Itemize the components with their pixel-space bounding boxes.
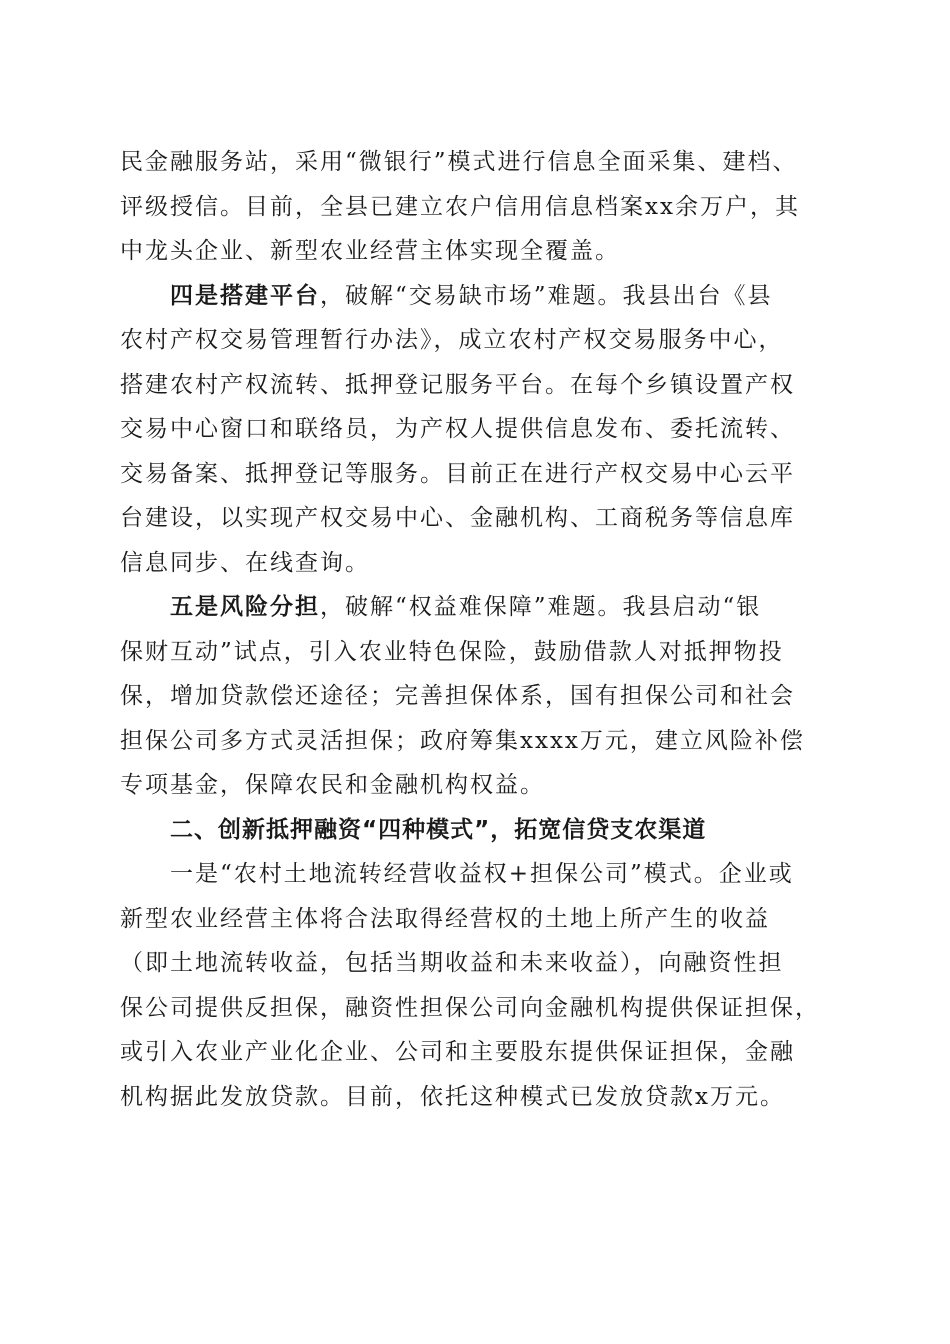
text-line: 交易中心窗口和联络员，为产权人提供信息发布、委托流转、 xyxy=(120,416,795,442)
text-line: 一是“农村土地流转经营收益权+担保公司”模式。企业或 xyxy=(170,861,794,887)
document-body xyxy=(120,140,830,1119)
text-line: 民金融服务站，采用“微银行”模式进行信息全面采集、建档、 xyxy=(120,149,798,175)
text-line xyxy=(120,274,830,319)
paragraph-2 xyxy=(120,274,830,586)
text-line: 农村产权交易管理暂行办法》，成立农村产权交易服务中心， xyxy=(120,327,784,353)
section-heading: 二、创新抵押融资“四种模式”，拓宽信贷支农渠道 xyxy=(170,816,707,843)
text-line: 或引入农业产业化企业、公司和主要股东提供保证担保，金融 xyxy=(120,1039,795,1065)
text-span: ，破解“交易缺市场”难题。我县出台《县 xyxy=(320,282,773,309)
paragraph-3 xyxy=(120,585,830,808)
text-line: 担保公司多方式灵活担保；政府筹集xxxx万元，建立风险补偿 xyxy=(120,727,805,754)
text-span: ，破解“权益难保障”难题。我县启动“银 xyxy=(320,594,762,620)
text-line: （即土地流转收益，包括当期收益和未来收益），向融资性担 xyxy=(120,950,784,976)
text-line: 中龙头企业、新型农业经营主体实现全覆盖。 xyxy=(120,238,620,264)
text-line: 交易备案、抵押登记等服务。目前正在进行产权交易中心云平 xyxy=(120,460,795,487)
paragraph-lead: 四是搭建平台 xyxy=(170,281,320,309)
text-line: 保财互动”试点，引入农业特色保险，鼓励借款人对抵押物投 xyxy=(120,638,784,665)
text-line: 台建设，以实现产权交易中心、金融机构、工商税务等信息库 xyxy=(120,505,795,531)
text-line: 新型农业经营主体将合法取得经营权的土地上所产生的收益 xyxy=(120,905,770,932)
text-line: 信息同步、在线查询。 xyxy=(120,549,370,576)
paragraph-4 xyxy=(120,852,830,1119)
text-line xyxy=(120,585,830,630)
text-line: 机构据此发放贷款。目前，依托这种模式已发放贷款x万元。 xyxy=(120,1083,785,1110)
paragraph-1 xyxy=(120,140,830,274)
text-line: 专项基金，保障农民和金融机构权益。 xyxy=(120,772,545,798)
paragraph-lead: 五是风险分担 xyxy=(170,593,320,620)
text-line: 保，增加贷款偿还途径；完善担保体系，国有担保公司和社会 xyxy=(120,683,795,709)
text-line: 保公司提供反担保，融资性担保公司向金融机构提供保证担保， xyxy=(120,994,820,1021)
text-line: 搭建农村产权流转、抵押登记服务平台。在每个乡镇设置产权 xyxy=(120,371,795,398)
text-line: 评级授信。目前，全县已建立农户信用信息档案xx余万户，其 xyxy=(120,193,800,220)
